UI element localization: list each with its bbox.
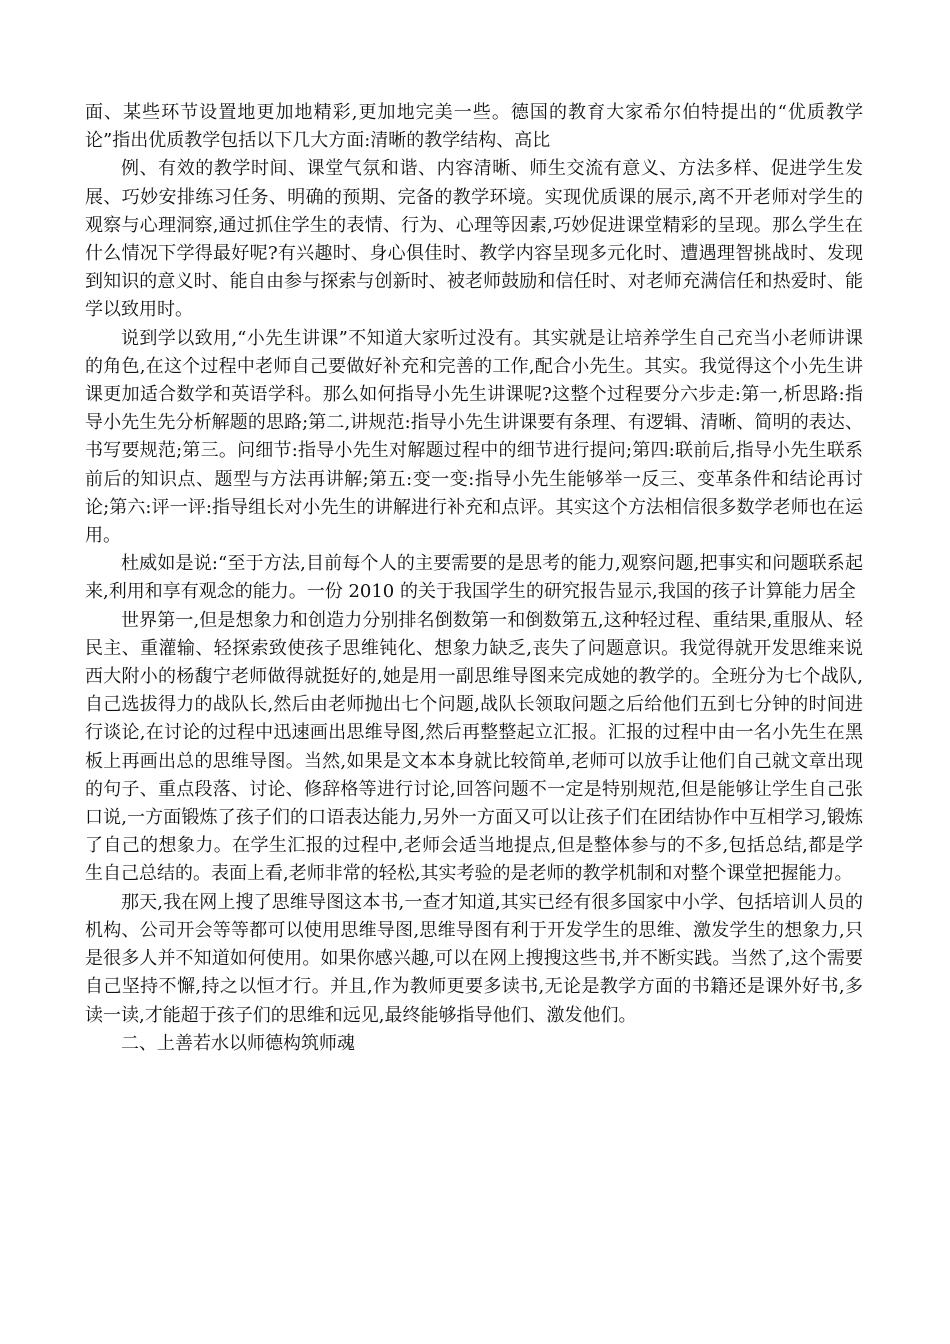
paragraph-2: 例、有效的教学时间、课堂气氛和谐、内容清晰、师生交流有意义、方法多样、促进学生发展、巧妙安排练习任务、明确的预期、完备的教学环境。实现优质课的展示,离不开老师对学生的观察与心理洞察,通过抓住学生的表情、行为、心理等因素,巧妙促进课堂精彩的呈现。那么学生在什么情况下学得最好呢?有兴趣时、身心俱佳时、教学内容呈现多元化时、遭遇理智挑战时、发现到知识的意义时、能自由参与探索与创新时、被老师鼓励和信任时、对老师充满信任和热爱时、能学以致用时。 xyxy=(85,158,863,321)
document-page xyxy=(85,99,863,1058)
paragraph-5: 世界第一,但是想象力和创造力分别排名倒数第一和倒数第五,这种轻过程、重结果,重服从、轻民主、重灌输、轻探索致使孩子思维钝化、想象力缺乏,丧失了问题意识。我觉得就开发思维来说西大附小的杨馥宁老师做得就挺好的,她是用一副思维导图来完成她的教学的。全班分为七个战队,自己选拔得力的战队长,然后由老师抛出七个问题,战队长领取问题之后给他们五到七分钟的时间进行谈论,在讨论的过程中迅速画出思维导图,然后再整整起立汇报。汇报的过程中由一名小先生在黑板上再画出总的思维导图。当然,如果是文本本身就比较简单,老师可以放手让他们自己就文章出现的句子、重点段落、讨论、修辞格等进行讨论,回答问题不一定是特别规范,但是能够让学生自己张口说,一方面锻炼了孩子们的口语表达能力,另外一方面又可以让孩子们在团结协作中互相学习,锻炼了自己的想象力。在学生汇报的过程中,老师会适当地提点,但是整体参与的不多,包括总结,都是学生自己总结的。表面上看,老师非常的轻松,其实考验的是老师的教学机制和对整个课堂把握能力。 xyxy=(85,609,863,885)
paragraph-6: 那天,我在网上搜了思维导图这本书,一查才知道,其实已经有很多国家中小学、包括培训人员的机构、公司开会等等都可以使用思维导图,思维导图有利于开发学生的思维、激发学生的想象力,只是很多人并不知道如何使用。如果你感兴趣,可以在网上搜搜这些书,并不断实践。当然了,这个需要自己坚持不懈,持之以恒才行。并且,作为教师更要多读书,无论是教学方面的书籍还是课外好书,多读一读,才能超于孩子们的思维和远见,最终能够指导他们、激发他们。 xyxy=(85,891,863,1026)
paragraph-4: 杜威如是说:“至于方法,目前每个人的主要需要的是思考的能力,观察问题,把事实和问题联系起来,利用和享有观念的能力。一份 2010 的关于我国学生的研究报告显示,我国的孩子计算能力居全 xyxy=(85,553,863,603)
section-heading: 二、上善若水以师德构筑师魂 xyxy=(121,1032,355,1054)
paragraph-3: 说到学以致用,“小先生讲课”不知道大家听过没有。其实就是让培养学生自己充当小老师讲课的角色,在这个过程中老师自己要做好补充和完善的工作,配合小先生。其实。我觉得这个小先生讲课更加适合数学和英语学科。那么如何指导小先生讲课呢?这整个过程要分六步走:第一,析思路:指导小先生先分析解题的思路;第二,讲规范:指导小先生讲课要有条理、有逻辑、清晰、简明的表达、书写要规范;第三。问细节:指导小先生对解题过程中的细节进行提问;第四:联前后,指导小先生联系前后的知识点、题型与方法再讲解;第五:变一变:指导小先生能够举一反三、变革条件和结论再讨论;第六:评一评:指导组长对小先生的讲解进行补充和点评。其实这个方法相信很多数学老师也在运用。 xyxy=(85,327,863,547)
paragraph-1: 面、某些环节设置地更加地精彩,更加地完美一些。德国的教育大家希尔伯特提出的“优质教学论”指出优质教学包括以下几大方面:清晰的教学结构、高比 xyxy=(85,102,863,152)
